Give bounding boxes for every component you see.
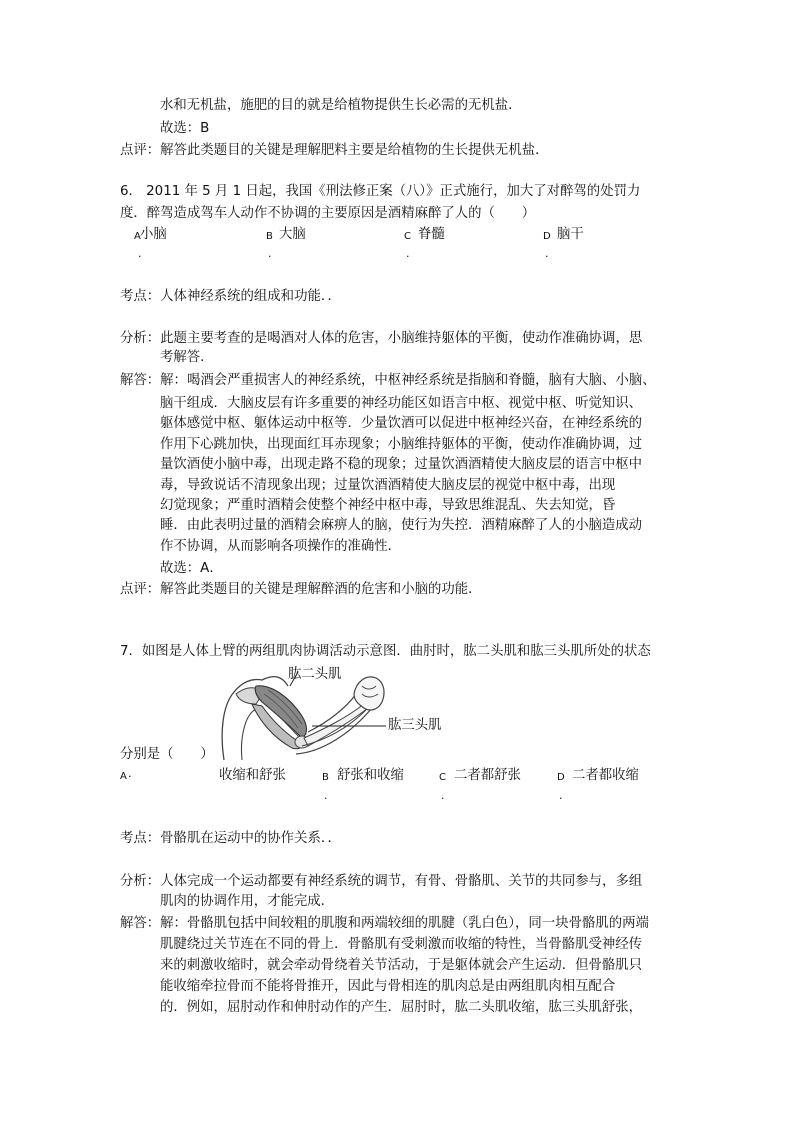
- option-letter: D: [543, 231, 551, 242]
- option-text: 二者都舒张: [454, 768, 521, 783]
- q6-stem-line2: 度．醉驾造成驾车人动作不协调的主要原因是酒精麻醉了人的（ ）: [120, 206, 536, 221]
- q6-jieda-line: 幻觉现象；严重时酒精会使整个神经中枢中毒，导致思维混乱、失去知觉，昏: [160, 498, 616, 513]
- option-letter: C: [404, 231, 411, 242]
- option-letter: A: [120, 771, 127, 782]
- q6-kaodian: 考点：人体神经系统的组成和功能．．: [120, 289, 341, 304]
- q6-jieda-line: 脑干组成．大脑皮层有许多重要的神经功能区如语言中枢、视觉中枢、听觉知识、: [160, 396, 643, 411]
- option-letter: D: [557, 772, 565, 783]
- option-dot: .: [324, 789, 328, 802]
- option-dot: .: [128, 767, 132, 780]
- option-letter: B: [266, 231, 273, 242]
- q6-jieda-line: 毒，导致说话不清现象出现；过量饮酒酒精使大脑皮层的视觉中枢中毒，出现: [160, 478, 616, 493]
- q7-kaodian: 考点：骨骼肌在运动中的协作关系．．: [120, 831, 341, 846]
- q7-jieda-line: 解答：解：骨骼肌包括中间较粗的肌腹和两端较细的肌腱（乳白色），同一块骨骼肌的两端: [120, 916, 649, 931]
- option-dot: .: [406, 247, 410, 260]
- option-text: 二者都收缩: [572, 768, 639, 783]
- option-dot: .: [559, 789, 563, 802]
- q6-jieda-line: 作用下心跳加快，出现面红耳赤现象；小脑维持躯体的平衡，使动作准确协调，过: [160, 437, 643, 452]
- option-text: 小脑: [140, 227, 167, 242]
- option-letter: A: [134, 231, 141, 242]
- option-dot: .: [268, 247, 272, 260]
- option-dot: .: [545, 247, 549, 260]
- q7-jieda-line: 的．例如，屈肘动作和伸肘动作的产生．屈肘时，肱二头肌收缩，肱三头肌舒张，: [160, 1000, 643, 1015]
- q7-jieda-line: 肌腱绕过关节连在不同的骨上．骨骼肌有受刺激而收缩的特性，当骨骼肌受神经传: [160, 937, 643, 952]
- q7-fenxi-line1: 分析：人体完成一个运动都要有神经系统的调节，有骨、骨骼肌、关节的共同参与，多组: [120, 874, 643, 889]
- q6-stem-line1: 6． 2011 年 5 月 1 日起，我国《刑法修正案（八）》正式施行，加大了对醉驾的处罚力: [120, 184, 641, 199]
- q7-fenxi-line2: 肌肉的协调作用，才能完成．: [160, 894, 335, 909]
- option-text: 脊髓: [418, 227, 445, 242]
- figure-label-biceps: 肱二头肌: [288, 667, 342, 682]
- q6-jieda-line: 睡．由此表明过量的酒精会麻痹人的脑，使行为失控．酒精麻醉了人的小脑造成动: [160, 518, 643, 533]
- q6-jieda-line: 量饮酒使小脑中毒，出现走路不稳的现象；过量饮酒酒精使大脑皮层的语言中枢中: [160, 457, 643, 472]
- option-text: 舒张和收缩: [337, 768, 404, 783]
- option-letter: C: [439, 772, 446, 783]
- option-text: 大脑: [279, 227, 306, 242]
- figure-label-triceps: 肱三头肌: [388, 718, 442, 733]
- q7-stem-line1: 7．如图是人体上臂的两组肌肉协调活动示意图．曲肘时，肱二头肌和肱三头肌所处的状态: [120, 644, 651, 659]
- q7-jieda-line: 来的刺激收缩时，就会牵动骨绕着关节活动，于是躯体就会产生运动．但骨骼肌只: [160, 958, 643, 973]
- q7-stem-line2: 分别是（ ）: [120, 747, 214, 762]
- q6-comment: 点评：解答此类题目的关键是理解醉酒的危害和小脑的功能．: [120, 582, 482, 597]
- q7-jieda-line: 能收缩牵拉骨而不能将骨推开，因此与骨相连的肌肉总是由两组肌肉相互配合: [160, 979, 616, 994]
- option-letter: B: [322, 772, 329, 783]
- option-dot: .: [441, 789, 445, 802]
- q6-fenxi-line1: 分析：此题主要考查的是喝酒对人体的危害，小脑维持躯体的平衡，使动作准确协调，思: [120, 331, 643, 346]
- q6-answer: 故选：A．: [160, 561, 223, 576]
- prev-answer-choice: 故选：B: [160, 121, 210, 136]
- q6-jieda-line: 躯体感觉中枢、躯体运动中枢等．少量饮酒可以促进中枢神经兴奋，在神经系统的: [160, 416, 643, 431]
- q6-fenxi-line2: 考解答．: [160, 350, 214, 365]
- q6-jieda-line: 解答：解：喝酒会严重损害人的神经系统，中枢神经系统是指脑和脊髓，脑有大脑、小脑、: [120, 373, 656, 388]
- prev-comment: 点评：解答此类题目的关键是理解肥料主要是给植物的生长提供无机盐．: [120, 143, 549, 158]
- prev-answer-continuation: 水和无机盐，施肥的目的就是给植物提供生长必需的无机盐．: [160, 98, 522, 113]
- option-text: 脑干: [557, 227, 584, 242]
- option-dot: .: [138, 247, 142, 260]
- q6-jieda-line: 作不协调，从而影响各项操作的准确性．: [160, 539, 402, 554]
- option-text: 收缩和舒张: [219, 768, 286, 783]
